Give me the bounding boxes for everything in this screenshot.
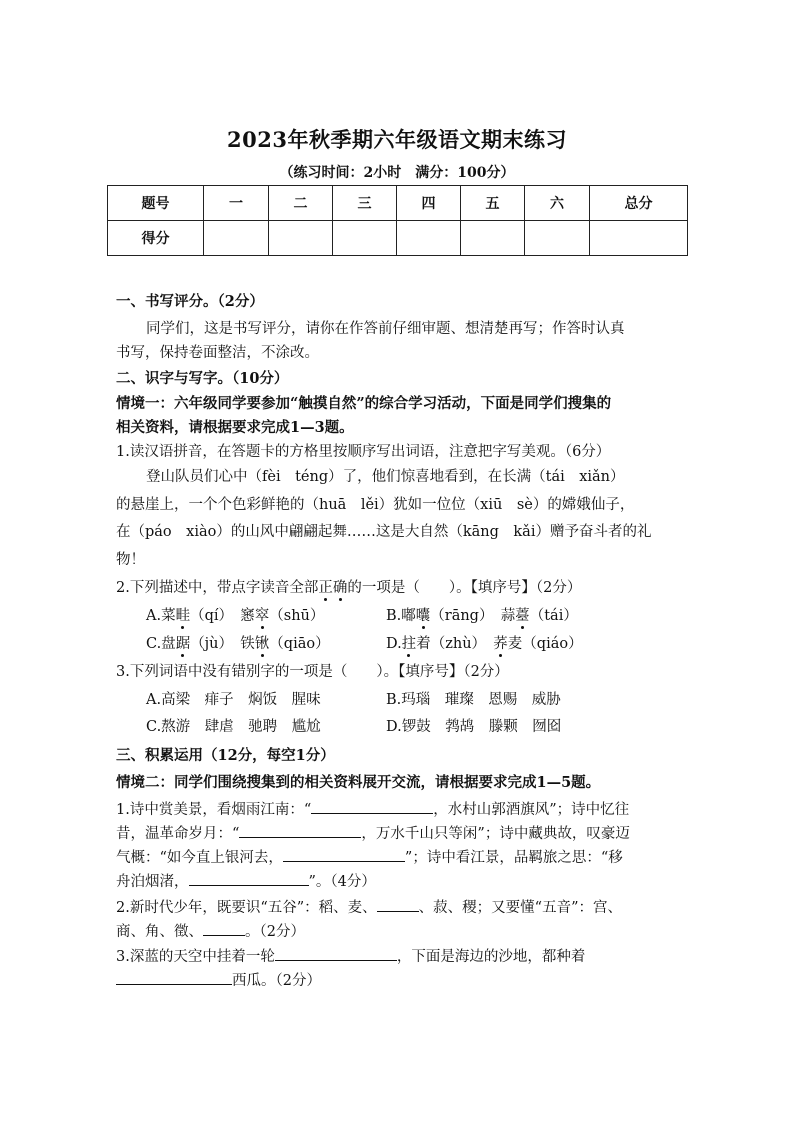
section-1-paragraph: 同学们，这是书写评分，请你在作答前仔细审题、想清楚再写；作答时认真 xyxy=(146,321,625,337)
option-text: （jù） 铁 xyxy=(190,636,255,652)
question-text: 。（2分） xyxy=(245,924,305,940)
scene-1-intro: 情境一：六年级同学要参加“触摸自然”的综合学习活动，下面是同学们搜集的 xyxy=(116,395,612,412)
question-3-3 xyxy=(116,945,585,966)
score-table-header-cell: 四 xyxy=(397,186,461,221)
question-2-1-passage: 在（páo xiào）的山风中翩翩起舞……这是大自然（kāng kǎi）赠予奋斗者的礼 xyxy=(116,524,652,540)
score-table-header-cell: 二 xyxy=(269,186,333,221)
question-3-2 xyxy=(116,896,622,917)
dotted-char: 薹 xyxy=(515,604,530,625)
answer-blank[interactable] xyxy=(189,871,309,886)
question-text: ，万水千山只等闲”；诗中藏典故，叹豪迈 xyxy=(361,826,630,842)
option-text: B.嘟 xyxy=(386,608,416,624)
answer-blank[interactable] xyxy=(116,970,232,985)
question-3-1 xyxy=(116,822,630,843)
answer-blank[interactable] xyxy=(275,946,397,961)
score-table-header-cell: 总分 xyxy=(590,186,688,221)
dotted-char: 确 xyxy=(333,576,348,597)
dotted-char: 囔 xyxy=(416,604,431,625)
score-table-header-row xyxy=(108,186,688,221)
page-title: 2023年秋季期六年级语文期末练习 xyxy=(227,127,567,152)
question-3-1 xyxy=(116,798,629,819)
question-text: ”。（4分） xyxy=(308,874,376,890)
dotted-char: 荞 xyxy=(493,632,508,653)
answer-blank[interactable] xyxy=(203,921,245,936)
section-2-heading: 二、识字与写字。（10分） xyxy=(116,370,289,387)
score-table-header-cell: 三 xyxy=(333,186,397,221)
option-text: 着（zhù） xyxy=(416,636,494,652)
dotted-char: 畦 xyxy=(176,604,191,625)
question-text: 的一项是（ ）。【填序号】（2分） xyxy=(347,580,582,596)
question-text: 1.诗中赏美景，看烟雨江南：“ xyxy=(116,802,312,818)
question-text: 舟泊烟渚， xyxy=(116,874,189,890)
question-3-1 xyxy=(116,846,623,867)
score-table-score-row xyxy=(108,221,688,256)
score-table-header-cell: 六 xyxy=(525,186,590,221)
option-text: D. xyxy=(386,636,402,652)
score-cell[interactable] xyxy=(204,221,269,256)
dotted-char: 拄 xyxy=(402,632,417,653)
question-2-1-passage: 的悬崖上，一个个色彩鲜艳的（huā lěi）犹如一位位（xiū sè）的嫦娥仙子， xyxy=(116,497,635,513)
question-text: ，水村山郭酒旗风”；诗中忆往 xyxy=(433,802,630,818)
answer-blank[interactable] xyxy=(239,823,361,838)
score-cell[interactable] xyxy=(269,221,333,256)
question-text: 气概：“如今直上银河去， xyxy=(116,850,283,866)
question-text: 2.新时代少年，既要识“五谷”：稻、麦、 xyxy=(116,900,377,916)
score-cell[interactable] xyxy=(461,221,525,256)
question-text: 3.深蓝的天空中挂着一轮 xyxy=(116,949,275,965)
question-2-1: 1.读汉语拼音，在答题卡的方格里按顺序写出词语，注意把字写美观。（6分） xyxy=(116,444,611,460)
question-2-1-passage: 物！ xyxy=(116,552,145,568)
scene-2-intro: 情境二：同学们围绕搜集到的相关资料展开交流，请根据要求完成1—5题。 xyxy=(116,774,601,791)
option-b[interactable] xyxy=(386,604,578,625)
score-cell[interactable] xyxy=(590,221,688,256)
question-text: ，下面是海边的沙地，都种着 xyxy=(396,949,586,965)
dotted-char: 踞 xyxy=(176,632,191,653)
score-table-header-cell: 题号 xyxy=(108,186,204,221)
score-cell[interactable] xyxy=(333,221,397,256)
dotted-char: 窣 xyxy=(255,604,270,625)
question-text: 2.下列描述中，带点字读音全部 xyxy=(116,580,319,596)
question-2-2 xyxy=(116,576,581,597)
question-3-2 xyxy=(116,920,305,941)
option-text: C.盘 xyxy=(146,636,176,652)
option-a[interactable] xyxy=(146,604,324,625)
dotted-char: 锹 xyxy=(255,632,270,653)
scene-1-intro: 相关资料，请根据要求完成1—3题。 xyxy=(116,419,354,436)
score-row-label: 得分 xyxy=(108,221,204,256)
option-text: （qiāo） xyxy=(269,636,330,652)
option-b[interactable]: B.玛瑙 璀璨 恩赐 威胁 xyxy=(386,692,561,708)
option-text: （shū） xyxy=(269,608,325,624)
question-2-3: 3.下列词语中没有错别字的一项是（ ）。【填序号】（2分） xyxy=(116,664,509,680)
option-text: A.菜 xyxy=(146,608,176,624)
question-3-1 xyxy=(116,870,376,891)
score-table xyxy=(107,185,688,256)
score-table-header-cell: 五 xyxy=(461,186,525,221)
option-d[interactable]: D.锣鼓 鹁鸪 滕颗 囫囵 xyxy=(386,719,562,735)
section-1-paragraph: 书写，保持卷面整洁，不涂改。 xyxy=(116,345,319,361)
question-text: ”；诗中看江景，品羁旅之思：“移 xyxy=(404,850,623,866)
question-text: 西瓜。（2分） xyxy=(232,973,321,989)
score-table-header-cell: 一 xyxy=(204,186,269,221)
option-text: 麦（qiáo） xyxy=(507,636,583,652)
section-3-heading: 三、积累运用（12分，每空1分） xyxy=(116,747,335,764)
score-cell[interactable] xyxy=(525,221,590,256)
option-c[interactable] xyxy=(146,632,330,653)
answer-blank[interactable] xyxy=(311,799,433,814)
exam-time-and-score: （练习时间：2小时 满分：100分） xyxy=(279,165,515,181)
answer-blank[interactable] xyxy=(283,847,405,862)
option-text: （tái） xyxy=(529,608,578,624)
question-text: 、菽、稷；又要懂“五音”：宫、 xyxy=(418,900,622,916)
section-1-heading: 一、书写评分。（2分） xyxy=(116,293,264,310)
dotted-char: 正 xyxy=(318,576,333,597)
question-text: 商、角、徵、 xyxy=(116,924,203,940)
option-c[interactable]: C.熬游 肆虐 驰聘 尴尬 xyxy=(146,719,321,735)
option-text: （rāng） 蒜 xyxy=(430,608,516,624)
option-text: （qí） 窸 xyxy=(190,608,255,624)
question-3-3 xyxy=(116,969,321,990)
question-2-1-passage: 登山队员们心中（fèi téng）了，他们惊喜地看到，在长满（tái xiǎn） xyxy=(146,469,625,485)
option-a[interactable]: A.高梁 痱子 焖饭 腥味 xyxy=(146,692,321,708)
answer-blank[interactable] xyxy=(377,897,419,912)
option-d[interactable] xyxy=(386,632,583,653)
question-text: 昔，温革命岁月：“ xyxy=(116,826,240,842)
score-cell[interactable] xyxy=(397,221,461,256)
